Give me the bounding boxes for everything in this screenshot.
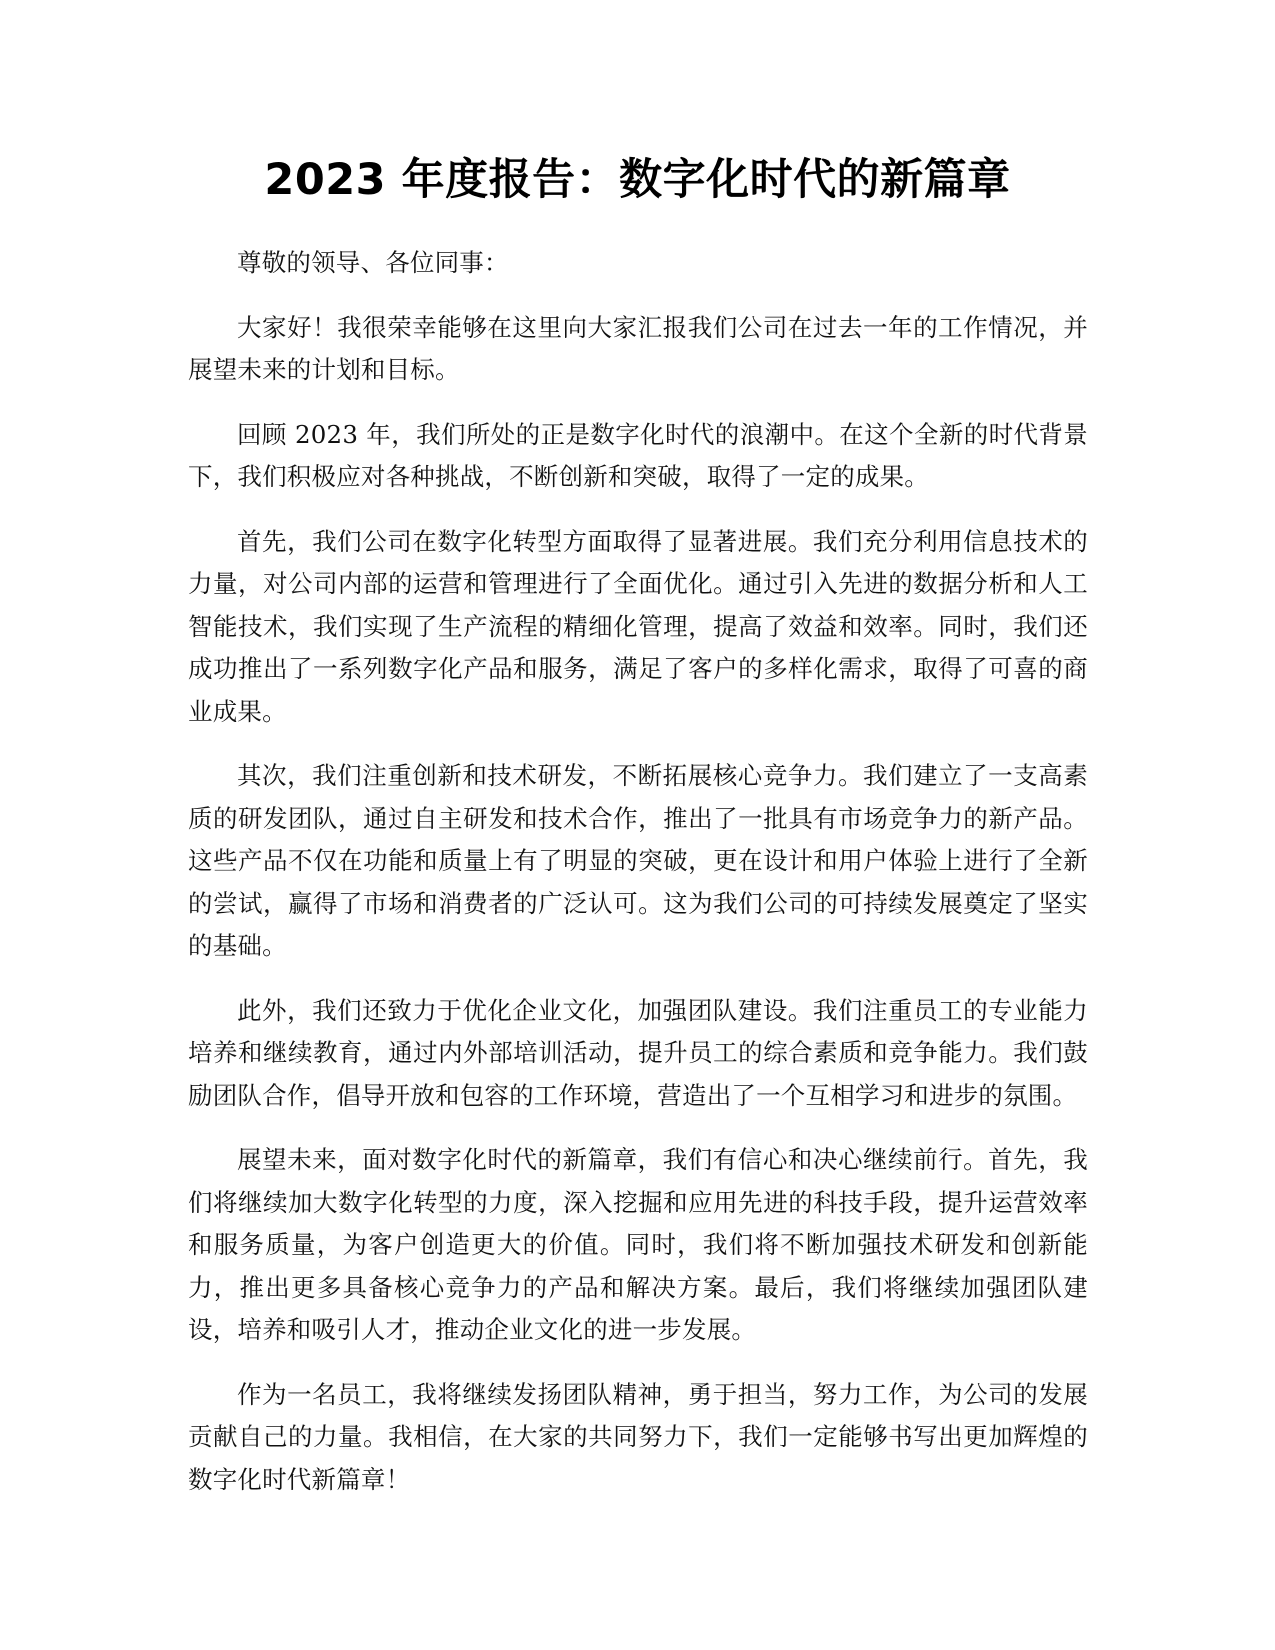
paragraph-culture: 此外，我们还致力于优化企业文化，加强团队建设。我们注重员工的专业能力培养和继续教育，通过内外部培训活动，提升员工的综合素质和竞争能力。我们鼓励团队合作，倡导开放和包容的工作环境，营造出了一个互相学习和进步的氛围。	[188, 995, 1088, 1110]
paragraph-digital-transformation: 首先，我们公司在数字化转型方面取得了显著进展。我们充分利用信息技术的力量，对公司内部的运营和管理进行了全面优化。通过引入先进的数据分析和人工智能技术，我们实现了生产流程的精细化管理，提高了效益和效率。同时，我们还成功推出了一系列数字化产品和服务，满足了客户的多样化需求，取得了可喜的商业成果。	[188, 526, 1088, 726]
paragraph-review: 回顾 2023 年，我们所处的正是数字化时代的浪潮中。在这个全新的时代背景下，我们积极应对各种挑战，不断创新和突破，取得了一定的成果。	[188, 419, 1088, 491]
paragraph-innovation: 其次，我们注重创新和技术研发，不断拓展核心竞争力。我们建立了一支高素质的研发团队，通过自主研发和技术合作，推出了一批具有市场竞争力的新产品。这些产品不仅在功能和质量上有了明显的突破，更在设计和用户体验上进行了全新的尝试，赢得了市场和消费者的广泛认可。这为我们公司的可持续发展奠定了坚实的基础。	[188, 761, 1088, 960]
document-body	[188, 242, 1088, 1523]
paragraph-closing: 作为一名员工，我将继续发扬团队精神，勇于担当，努力工作，为公司的发展贡献自己的力量。我相信，在大家的共同努力下，我们一定能够书写出更加辉煌的数字化时代新篇章！	[188, 1379, 1088, 1494]
paragraph-greeting: 大家好！我很荣幸能够在这里向大家汇报我们公司在过去一年的工作情况，并展望未来的计划和目标。	[188, 312, 1088, 384]
document-title: 2023 年度报告：数字化时代的新篇章	[264, 155, 1011, 205]
paragraph-salutation: 尊敬的领导、各位同事：	[237, 248, 509, 277]
paragraph-outlook: 展望未来，面对数字化时代的新篇章，我们有信心和决心继续前行。首先，我们将继续加大数字化转型的力度，深入挖掘和应用先进的科技手段，提升运营效率和服务质量，为客户创造更大的价值。同时，我们将不断加强技术研发和创新能力，推出更多具备核心竞争力的产品和解决方案。最后，我们将继续加强团队建设，培养和吸引人才，推动企业文化的进一步发展。	[188, 1145, 1088, 1344]
